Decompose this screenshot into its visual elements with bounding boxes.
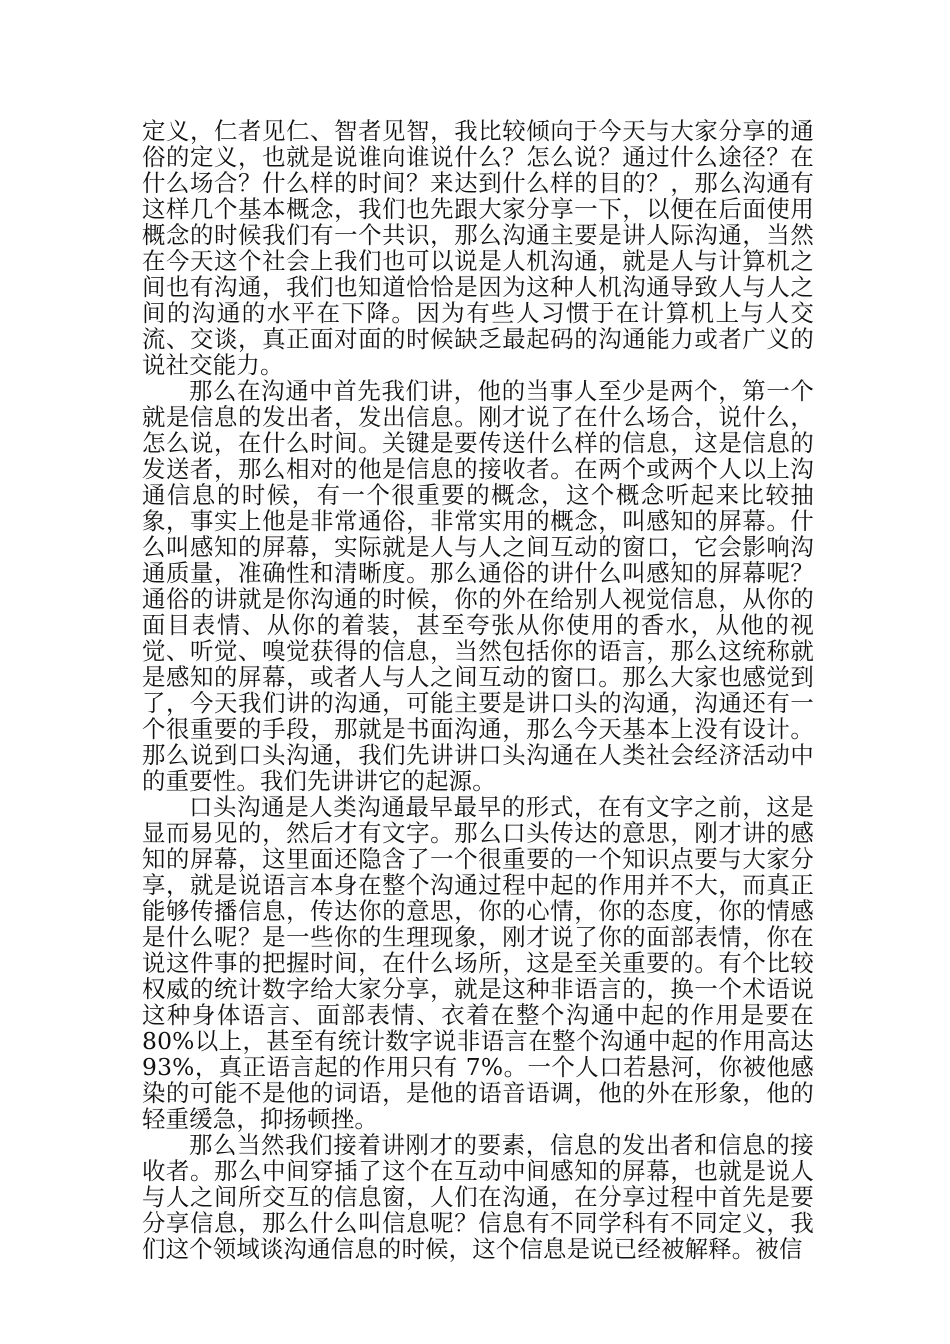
paragraph-4: 那么当然我们接着讲刚才的要素，信息的发出者和信息的接收者。那么中间穿插了这个在互动中间感知的屏幕，也就是说人与人之间所交互的信息窗，人们在沟通，在分享过程中首先是要分享信息，那么什么叫信息呢？信息有不同学科有不同定义，我们这个领域谈沟通信息的时候，这个信息是说已经被解释。被信 xyxy=(142,1131,814,1263)
paragraph-1: 定义，仁者见仁、智者见智，我比较倾向于今天与大家分享的通俗的定义，也就是说谁向谁说什么？怎么说？通过什么途径？在什么场合？什么样的时间？来达到什么样的目的？，那么沟通有这样几个基本概念，我们也先跟大家分享一下，以便在后面使用概念的时候我们有一个共识，那么沟通主要是讲人际沟通，当然在今天这个社会上我们也可以说是人机沟通，就是人与计算机之间也有沟通，我们也知道恰恰是因为这种人机沟通导致人与人之间的沟通的水平在下降。因为有些人习惯于在计算机上与人交流、交谈，真正面对面的时候缺乏最起码的沟通能力或者广义的说社交能力。 xyxy=(142,117,814,379)
paragraph-2: 那么在沟通中首先我们讲，他的当事人至少是两个，第一个就是信息的发出者，发出信息。刚才说了在什么场合，说什么，怎么说，在什么时间。关键是要传送什么样的信息，这是信息的发送者，那么相对的他是信息的接收者。在两个或两个人以上沟通信息的时候，有一个很重要的概念，这个概念听起来比较抽象，事实上他是非常通俗，非常实用的概念，叫感知的屏幕。什么叫感知的屏幕，实际就是人与人之间互动的窗口，它会影响沟通质量，准确性和清晰度。那么通俗的讲什么叫感知的屏幕呢？通俗的讲就是你沟通的时候，你的外在给别人视觉信息，从你的面目表情、从你的着装，甚至夸张从你使用的香水，从他的视觉、听觉、嗅觉获得的信息，当然包括你的语言，那么这统称就是感知的屏幕，或者人与人之间互动的窗口。那么大家也感觉到了，今天我们讲的沟通，可能主要是讲口头的沟通，沟通还有一个很重要的手段，那就是书面沟通，那么今天基本上没有设计。那么说到口头沟通，我们先讲讲口头沟通在人类社会经济活动中的重要性。我们先讲讲它的起源。 xyxy=(142,377,814,795)
paragraph-3: 口头沟通是人类沟通最早最早的形式，在有文字之前，这是显而易见的，然后才有文字。那么口头传达的意思，刚才讲的感知的屏幕，这里面还隐含了一个很重要的一个知识点要与大家分享，就是说语言本身在整个沟通过程中起的作用并不大，而真正能够传播信息，传达你的意思，你的心情，你的态度，你的情感是什么呢？是一些你的生理现象，刚才说了你的面部表情，你在说这件事的把握时间，在什么场所，这是至关重要的。有个比较权威的统计数字给大家分享，就是这种非语言的，换一个术语说这种身体语言、面部表情、衣着在整个沟通中起的作用是要在80%以上，甚至有统计数字说非语言在整个沟通中起的作用高达93%，真正语言起的作用只有 7%。一个人口若悬河，你被他感染的可能不是他的词语，是他的语音语调，他的外在形象，他的轻重缓急，抑扬顿挫。 xyxy=(142,793,814,1133)
document-body xyxy=(142,118,814,1262)
